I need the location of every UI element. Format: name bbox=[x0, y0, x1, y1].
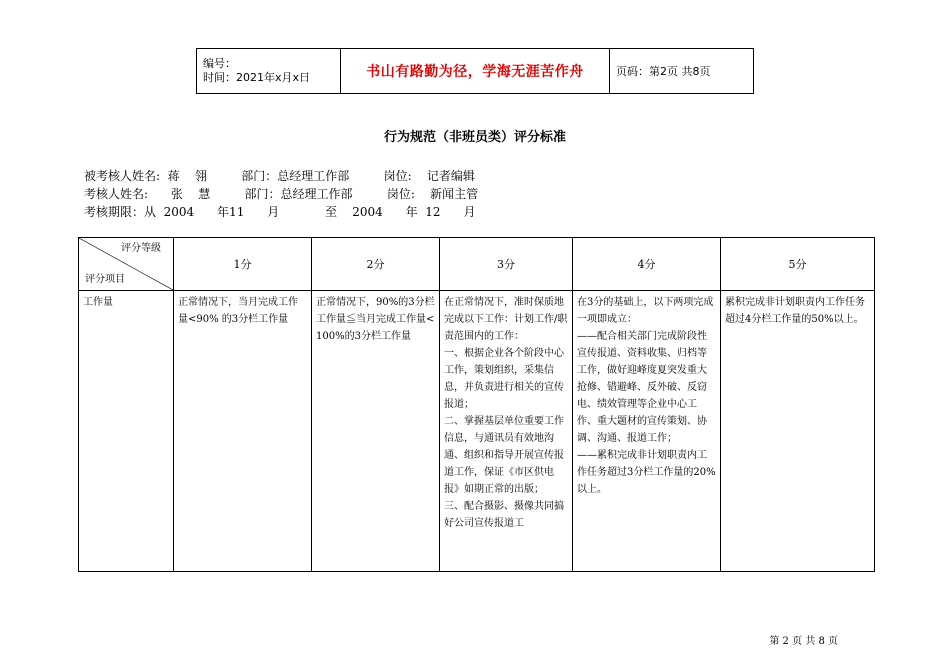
diagonal-divider bbox=[79, 238, 173, 290]
criteria-cell-5: 累积完成非计划职责内工作任务超过4分栏工作量的50%以上。 bbox=[721, 291, 875, 572]
grade-header-1: 1分 bbox=[174, 238, 312, 291]
assessment-period-line: 考核期限：从 2004 年11 月 至 2004 年 12 月 bbox=[84, 205, 476, 219]
grade-header-3: 3分 bbox=[440, 238, 573, 291]
grade-header-5: 5分 bbox=[721, 238, 875, 291]
document-number-label: 编号： bbox=[203, 57, 236, 70]
table-row bbox=[79, 291, 875, 572]
scoring-table bbox=[78, 237, 875, 572]
grade-header-row bbox=[79, 238, 875, 291]
criteria-cell-2: 正常情况下，90%的3分栏工作量≦当月完成工作量<100%的3分栏工作量 bbox=[312, 291, 440, 572]
assessor-info-line: 考核人姓名: 张 慧 部门：总经理工作部 岗位: 新闻主管 bbox=[84, 187, 479, 201]
diagonal-line bbox=[79, 238, 173, 290]
grade-header-2: 2分 bbox=[312, 238, 440, 291]
header-page-label: 页码：第2页 共8页 bbox=[610, 49, 754, 94]
item-axis-label: 评分项目 bbox=[85, 274, 125, 285]
header-corner-cell bbox=[79, 238, 174, 291]
criteria-cell-3: 在正常情况下，准时保质地完成以下工作：计划工作/职责范围内的工作： 一、根据企业各个阶段中心工作，策划组织，采集信息，并负责进行相关的宣传报道； 二、掌握基层单位重要工作信息，与通讯员有效地沟通、组织和指导开展宣传报道工作，保证《市区供电报》如期正常的出版； 三、配合摄影、摄像共同搞好公司宣传报道工 bbox=[440, 291, 573, 572]
grade-header-4: 4分 bbox=[573, 238, 721, 291]
item-name-cell: 工作量 bbox=[79, 291, 174, 572]
document-title: 行为规范（非班员类）评分标准 bbox=[383, 130, 566, 145]
grade-axis-label: 评分等级 bbox=[121, 243, 161, 254]
header-table bbox=[196, 48, 754, 94]
criteria-cell-1: 正常情况下，当月完成工作量<90% 的3分栏工作量 bbox=[174, 291, 312, 572]
header-meta-cell bbox=[197, 49, 341, 94]
assessee-info-line: 被考核人姓名: 蒋 翎 部门：总经理工作部 岗位: 记者编辑 bbox=[84, 169, 475, 183]
document-time-label: 时间：2021年x月x日 bbox=[203, 71, 311, 84]
header-motto: 书山有路勤为径，学海无涯苦作舟 bbox=[341, 49, 610, 94]
page-footer: 第 2 页 共 8 页 bbox=[769, 636, 838, 647]
criteria-cell-4: 在3分的基础上，以下两项完成一项即成立： ——配合相关部门完成阶段性宣传报道、资料收集、归档等工作，做好迎峰度夏突发重大抢修、错避峰、反外破、反窃电、绩效管理等企业中心工作、重大题材的宣传策划、协调、沟通、报道工作； ——累积完成非计划职责内工作任务超过3分栏工作量的20%以上。 bbox=[573, 291, 721, 572]
